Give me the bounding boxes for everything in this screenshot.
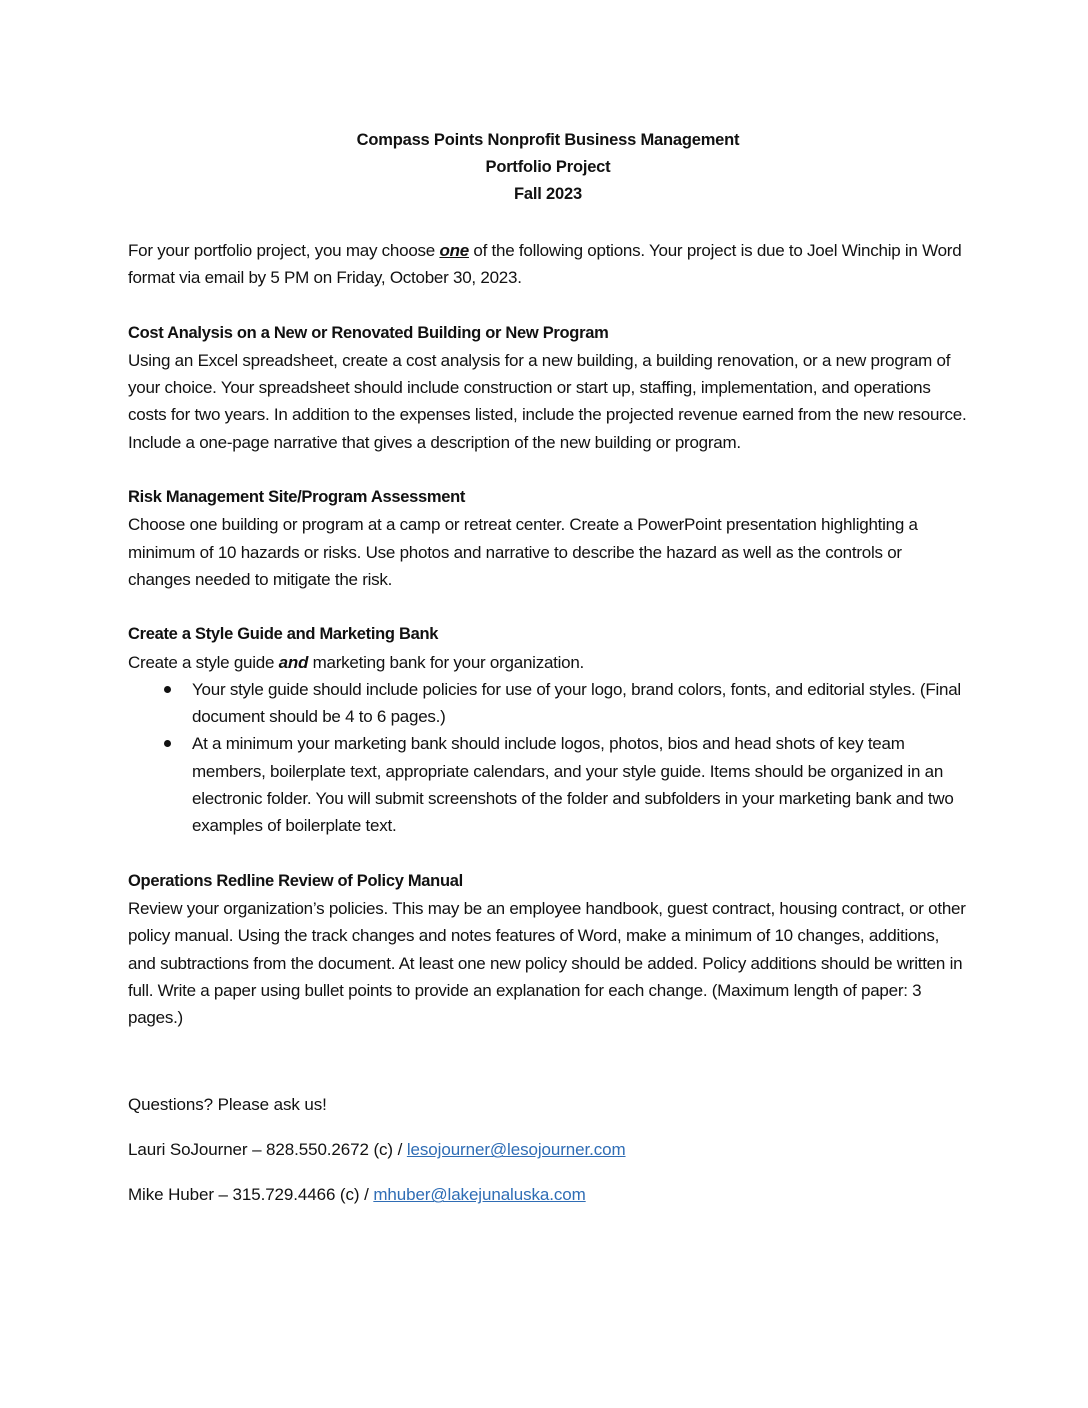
list-item [128,676,968,731]
section-body: Review your organization’s policies. This may be an employee handbook, guest contract, housing contract, or other policy manual. Using the track changes and notes features of Word, make a minimum of 10 changes, additions, and subtractions from the document. At least one new policy should be added. Policy additions should be written in full. Write a paper using bullet points to provide an explanation for each change. (Maximum length of paper: 3 pages.) [128,898,966,1028]
section-style-guide [128,621,968,839]
questions-line: Questions? Please ask us! [128,1095,327,1115]
list-item-text: At a minimum your marketing bank should include logos, photos, bios and head shots of key team members, boilerplate text, appropriate calendars, and your style guide. Items should be organized in an electronic folder. You will submit screenshots of the folder and subfolders in your marketing bank and two examples of boilerplate text. [192,734,954,836]
intro-text-after: of the following options. Your project is due to Joel Winchip in Word format via email by 5 PM on Friday, October 30, 2023. [128,241,962,288]
contact-details: Lauri SoJourner – 828.550.2672 (c) / [128,1140,407,1160]
email-link-mhuber[interactable]: mhuber@lakejunaluska.com [373,1185,586,1205]
intro-paragraph [128,237,968,292]
document-page [128,127,968,1226]
bullet-icon [164,686,171,693]
header-term: Fall 2023 [514,185,582,203]
email-link-lesojourner[interactable]: lesojourner@lesojourner.com [406,1140,626,1160]
section-body: Choose one building or program at a camp or retreat center. Create a PowerPoint presentation highlighting a minimum of 10 hazards or risks. Use photos and narrative to describe the hazard as well as the controls or changes needed to mitigate the risk. [128,515,918,589]
contacts-block [128,1091,968,1208]
list-item-text: Your style guide should include policies for use of your logo, brand colors, fonts, and editorial styles. (Final document should be 4 to 6 pages.) [192,679,961,727]
header-org-title: Compass Points Nonprofit Business Management [356,131,740,149]
list-item [128,730,968,839]
section-operations-redline [128,868,968,1032]
section-title: Create a Style Guide and Marketing Bank [128,625,439,644]
section-title: Risk Management Site/Program Assessment [128,488,466,507]
intro-text-before: For your portfolio project, you may choose [128,241,440,260]
bullet-icon [164,740,171,747]
section-body [128,649,968,676]
contact-lauri-sojourner [128,1136,968,1163]
section-body-after: marketing bank for your organization. [308,652,585,672]
section-body: Using an Excel spreadsheet, create a cost analysis for a new building, a building renovation, or a new program of your choice. Your spreadsheet should include construction or start up, staffing, implementation, and operations costs for two years. In addition to the expenses listed, include the projected revenue earned from the new resource. Include a one-page narrative that gives a description of the new building or program. [128,350,967,452]
contact-details: Mike Huber – 315.729.4466 (c) / [128,1185,374,1205]
bullet-list [128,676,968,840]
section-body-before: Create a style guide [128,652,279,672]
section-title: Operations Redline Review of Policy Manual [128,871,463,890]
document-header [128,127,968,208]
contact-mike-huber [128,1181,968,1208]
section-body-emphasis-and: and [278,652,309,672]
section-title: Cost Analysis on a New or Renovated Building or New Program [128,323,609,342]
intro-emphasis-one: one [439,241,469,260]
section-cost-analysis [128,320,968,456]
header-project-title: Portfolio Project [485,158,611,176]
section-risk-management [128,484,968,593]
